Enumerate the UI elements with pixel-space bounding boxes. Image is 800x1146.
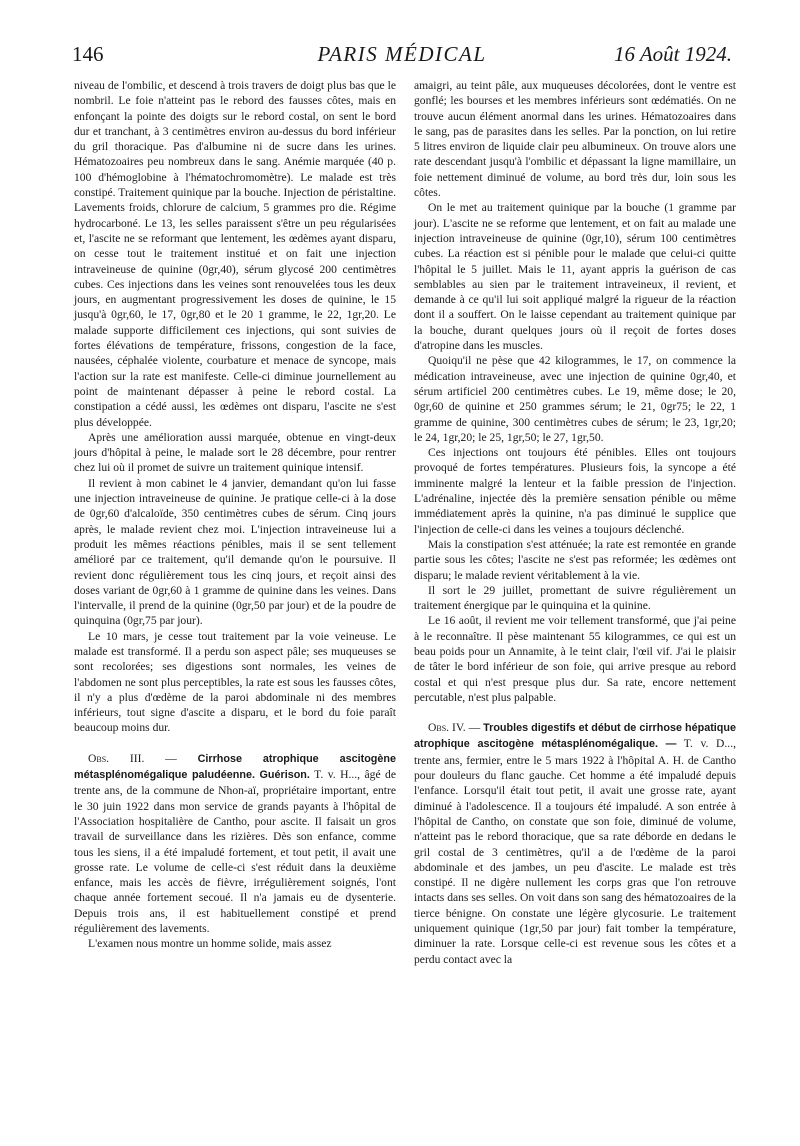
paragraph: Le 16 août, il revient me voir tellement transformé, que j'ai peine à le reconnaître. Il pèse maintenant 55 kilogrammes, ce qui est un beau poids pour un Annamite, à le teint clair, l'œil vif. J'ai le plaisir de tâter le bord inférieur de son foie, qui arrive presque au rebord costal et qui n'est presque plus dur. Sa rate, encore nettement percutable, n'est plus palpable.: [414, 614, 736, 704]
left-column: [74, 78, 396, 952]
observation-text: T. v. H..., âgé de trente ans, de la commune de Nhon-aï, propriétaire important, entre le 30 juin 1922 dans mon service de grands payants à l'hôpital de l'Association hospitalière de Cantho, pour ascite. Il faisait un gros travail de surveillance dans les rizières. Dès son enfance, comme tous les siens, il a été impaludé fortement, et tout petit, il avait une grosse rate. Le volume de celle-ci s'est réduit dans la deuxième enfance, mais les accès de fièvre, irrégulièrement soignés, l'ont chaque année fortement secoué. Il n'a jamais eu de dysenterie. Depuis trois ans, il est habituellement constipé et prend régulièrement des lavements.: [74, 768, 396, 936]
paragraph: Ces injections ont toujours été pénibles. Elles ont toujours provoqué de fortes températures. Plusieurs fois, la syncope a été imminente malgré la lenteur et la faible pression de l'injection. L'adrénaline, injectée dès la première sensation pénible ou même immédiatement après la quinine, n'a pas diminué le supplice que l'injection de celle-ci dans les veines a toujours déclenché.: [414, 446, 736, 536]
paragraph: L'examen nous montre un homme solide, mais assez: [88, 937, 332, 951]
issue-date: 16 Août 1924.: [613, 42, 732, 66]
observation-label: Obs. IV. —: [428, 721, 481, 735]
paragraph: Quoiqu'il ne pèse que 42 kilogrammes, le 17, on commence la médication intraveineuse, avec une injection de quinine 0gr,40, et sérum artificiel 200 centimètres cubes. Le 19, même dose; le 20, 0gr,60 de quinine et 250 grammes sérum; le 21, 0gr75; le 22, 1 gramme de quinine, 300 centimètres cubes de sérum; le 23, 1gr,20; le 24, 1gr,20; le 25, 1gr,50; le 27, 1gr,50.: [414, 354, 736, 444]
observation-text: T. v. D..., trente ans, fermier, entre le 5 mars 1922 à l'hôpital A. H. de Cantho pour douleurs du flanc gauche. Cet homme a été impaludé depuis l'enfance. Lorsqu'il était tout petit, il avait une grosse rate, ayant diminué à l'adolescence. Il a toujours été impaludé. A son entrée à l'hôpital de Cantho, on constate que son foie, diminué de volume, n'atteint pas le rebord thoracique, que sa rate déborde en dedans le gril costal de 3 centimètres, qu'il a de l'œdème de la paroi abdominale et des jambes, un peu d'ascite. Le malade est très constipé. Il ne digère nullement les corps gras que l'on retrouve intacts dans ses selles. On voit dans son sang des hématozoaires de la tierce bénigne. On constate une légère glycosurie. Le traitement uniquement quinique (1gr,50 par jour) fait tomber la température, diminuer la rate. Lorsque celle-ci est revenue sous les côtes et a perdu contact avec la: [414, 737, 736, 966]
observation-title: Cirrhose atrophique ascitogène métasplénomégalique paludéenne. Guérison.: [74, 752, 396, 782]
page-number: 146: [72, 42, 104, 66]
paragraph: Le 10 mars, je cesse tout traitement par la voie veineuse. Le malade est transformé. Il a perdu son aspect pâle; ses muqueuses se sont recolorées; ses digestions sont normales, les veines de l'abdomen ne sont plus perceptibles, la rate est sous les fausses côtes, il n'y a plus d'œdème de la paroi abdominale ni des membres inférieurs, tout signe d'ascite a disparu, et le bord du foie paraît beaucoup moins dur.: [74, 629, 396, 735]
paragraph: Après une amélioration aussi marquée, obtenue en vingt-deux jours d'hôpital à peine, le malade sort le 28 décembre, pour rentrer chez lui où il promet de suivre un traitement quinique intensif.: [74, 430, 396, 475]
right-column: [414, 78, 736, 967]
paragraph: Il sort le 29 juillet, promettant de suivre régulièrement un traitement énergique par le quinquina et la quinine.: [414, 583, 736, 613]
page-header: [72, 40, 732, 72]
paragraph: amaigri, au teint pâle, aux muqueuses décolorées, dont le ventre est gonflé; les bourses et les membres inférieurs sont œdématiés. On ne trouve aucun élément anormal dans les urines. Hématozoaires dans le sang, pas de parasites dans les selles. Par la ponction, on lui retire 5 litres environ de liquide clair peu albumineux. On trouve alors une rate descendant jusqu'à l'ombilic et dépassant la ligne mamillaire, un foie nettement diminué de volume, au bord très dur, loin sous les côtes.: [414, 79, 736, 200]
observation-label: Obs. III. —: [88, 751, 177, 765]
paragraph: On le met au traitement quinique par la bouche (1 gramme par jour). L'ascite ne se reforme que lentement, et on fait au malade une injection intraveineuse de quinine (0gr,10), sérum 100 centimètres cubes. La réaction est si pénible pour le malade que celui-ci quitte l'hôpital le 5 juillet. Mais le 11, ayant appris la guérison de cas semblables au sien par le traitement intraveineux, il revient, et demande à ce qu'il lui soit appliqué malgré la rigueur de la réaction dont il a souffert. On le laisse cependant au traitement quinique par la bouche, durant quelques jours où il reçoit de fortes doses d'atropine dans les muscles.: [414, 201, 736, 353]
observation-4: [414, 720, 736, 967]
paragraph: Mais la constipation s'est atténuée; la rate est remontée en grande partie sous les côtes; l'ascite ne s'est pas reformée; les œdèmes ont disparu; le malade revient véritablement à la vie.: [414, 537, 736, 582]
paragraph: Il revient à mon cabinet le 4 janvier, demandant qu'on lui fasse une injection intraveineuse de quinine. Je pratique celle-ci à la dose de 0gr,60 d'alcaloïde, 350 centimètres cubes de sérum. Cinq jours après, le malade revient chez moi. L'injection intraveineuse lui a produit les mêmes réactions pénibles, mais il se sent tellement amélioré par ce traitement, qu'il demande qu'on le poursuive. Il revient donc régulièrement tous les cinq jours, et reçoit ainsi des doses variant de 0gr,60 à 1 gramme de quinine dans les veines. Dans l'intervalle, il prend de la quinine (0gr,50 par jour) et de la poudre de quinquina (0gr,75 par jour).: [74, 476, 396, 628]
observation-title: Troubles digestifs et début de cirrhose hépatique atrophique ascitogène métasplénomégalique. —: [414, 722, 736, 751]
journal-title: PARIS MÉDICAL: [317, 42, 487, 66]
paragraph: niveau de l'ombilic, et descend à trois travers de doigt plus bas que le nombril. Le foie n'atteint pas le rebord des fausses côtes, mais en enfonçant la pointe des doigts sur le rebord costal, on sent le bord dur et tranchant, à 3 centimètres environ au-dessus du bord inférieur du gril thoracique. Pas d'albumine ni de sucre dans les urines. Hématozoaires peu nombreux dans le sang. Anémie marquée (40 p. 100 d'hémoglobine à l'hématochromomètre). Le malade est très constipé. Traitement quinique par la bouche. Injection de péristaltine. Lavements froids, chlorure de calcium, 5 grammes pro die. Régime hydrocarboné. Le 13, les selles paraissent s'être un peu régularisées et, l'ascite ne se reformant que lentement, les œdèmes ayant disparu, on cesse tout le traitement institué et on fait une injection intraveineuse de quinine (0gr,40), sérum glycosé 200 centimètres cubes. Ces injections dans les veines sont renouvelées tous les deux jours, en augmentant progressivement les doses de quinine, le 15 jusqu'à 0gr,60, le 17, 0gr,80 et le 20 1 gramme, le 22, 1gr,20. Le malade supporte difficilement ces injections, qui sont suivies de fortes élévations de température, frissons, congestion de la face, nausées, céphalée violente, courbature et menace de syncope, mais l'action sur la rate est manifeste. Celle-ci diminue journellement au point de maintenant dépasser à peine le rebord costal. La constipation a cédé aussi, les œdèmes ont disparu, l'ascite ne s'est plus développée.: [74, 79, 396, 429]
observation-3: [74, 751, 396, 937]
